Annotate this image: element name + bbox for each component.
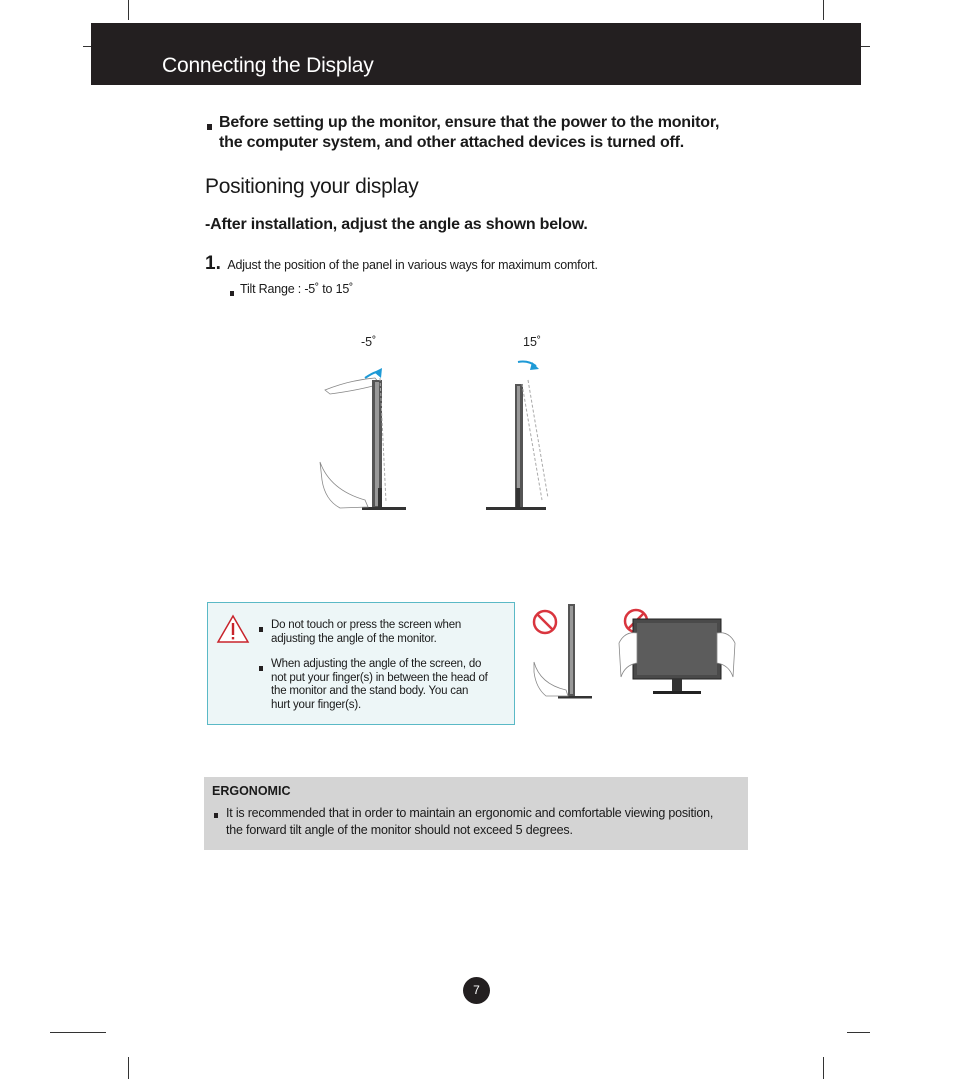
tilt-illustration [310,350,570,520]
step-text: Adjust the position of the panel in various ways for maximum comfort. [227,258,598,272]
crop-mark-top-right-v [823,0,824,20]
crop-mark-bottom-right-h [847,1032,870,1033]
power-off-warning [219,113,779,153]
section-subheading: -After installation, adjust the angle as shown below. [205,216,588,233]
warning-triangle-icon [216,614,250,644]
angle-label-back: -5˚ [361,335,377,349]
prohibited-front-illustration [617,603,737,697]
ergonomic-title: ERGONOMIC [212,784,291,798]
crop-mark-bottom-left-h [50,1032,106,1033]
warning-line: Before setting up the monitor, ensure that the power to the monitor, [219,114,720,131]
caution-line: the monitor and the stand body. You can [271,685,469,697]
crop-mark-bottom-right-v [823,1057,824,1079]
monitor-tilt-forward-illustration [486,362,548,511]
caution-line: adjusting the angle of the monitor. [271,632,437,645]
crop-mark-top-left-h [83,46,91,47]
section-heading: Positioning your display [205,175,419,198]
crop-mark-top-left-v [128,0,129,20]
crop-mark-bottom-left-v [128,1057,129,1079]
bullet-marker [207,124,212,130]
bullet-marker [259,627,263,632]
bullet-marker [230,291,234,296]
page-title: Connecting the Display [162,54,374,77]
page-number: 7 [463,977,490,1004]
warning-line: the computer system, and other attached devices is turned off. [219,134,685,151]
header-bar [91,23,861,85]
crop-mark-top-right-h [861,46,870,47]
ergonomic-text [226,805,741,839]
prohibited-side-illustration [528,600,598,704]
ergonomic-line: the forward tilt angle of the monitor should not exceed 5 degrees. [226,823,573,837]
caution-item-1 [271,619,507,646]
caution-line: not put your finger(s) in between the head of [271,671,488,684]
step-number: 1. [205,253,221,274]
ergonomic-line: It is recommended that in order to maintain an ergonomic and comfortable viewing position, [226,806,714,820]
bullet-marker [259,666,263,671]
caution-line: When adjusting the angle of the screen, do [271,658,482,670]
tilt-range: Tilt Range : -5˚ to 15˚ [240,282,354,296]
step-1 [205,253,598,275]
bullet-marker [214,813,218,818]
caution-line: Do not touch or press the screen when [271,619,462,631]
angle-label-forward: 15˚ [523,335,542,349]
monitor-tilt-back-illustration [320,368,406,510]
caution-line: hurt your finger(s). [271,698,361,711]
caution-item-2 [271,658,507,712]
